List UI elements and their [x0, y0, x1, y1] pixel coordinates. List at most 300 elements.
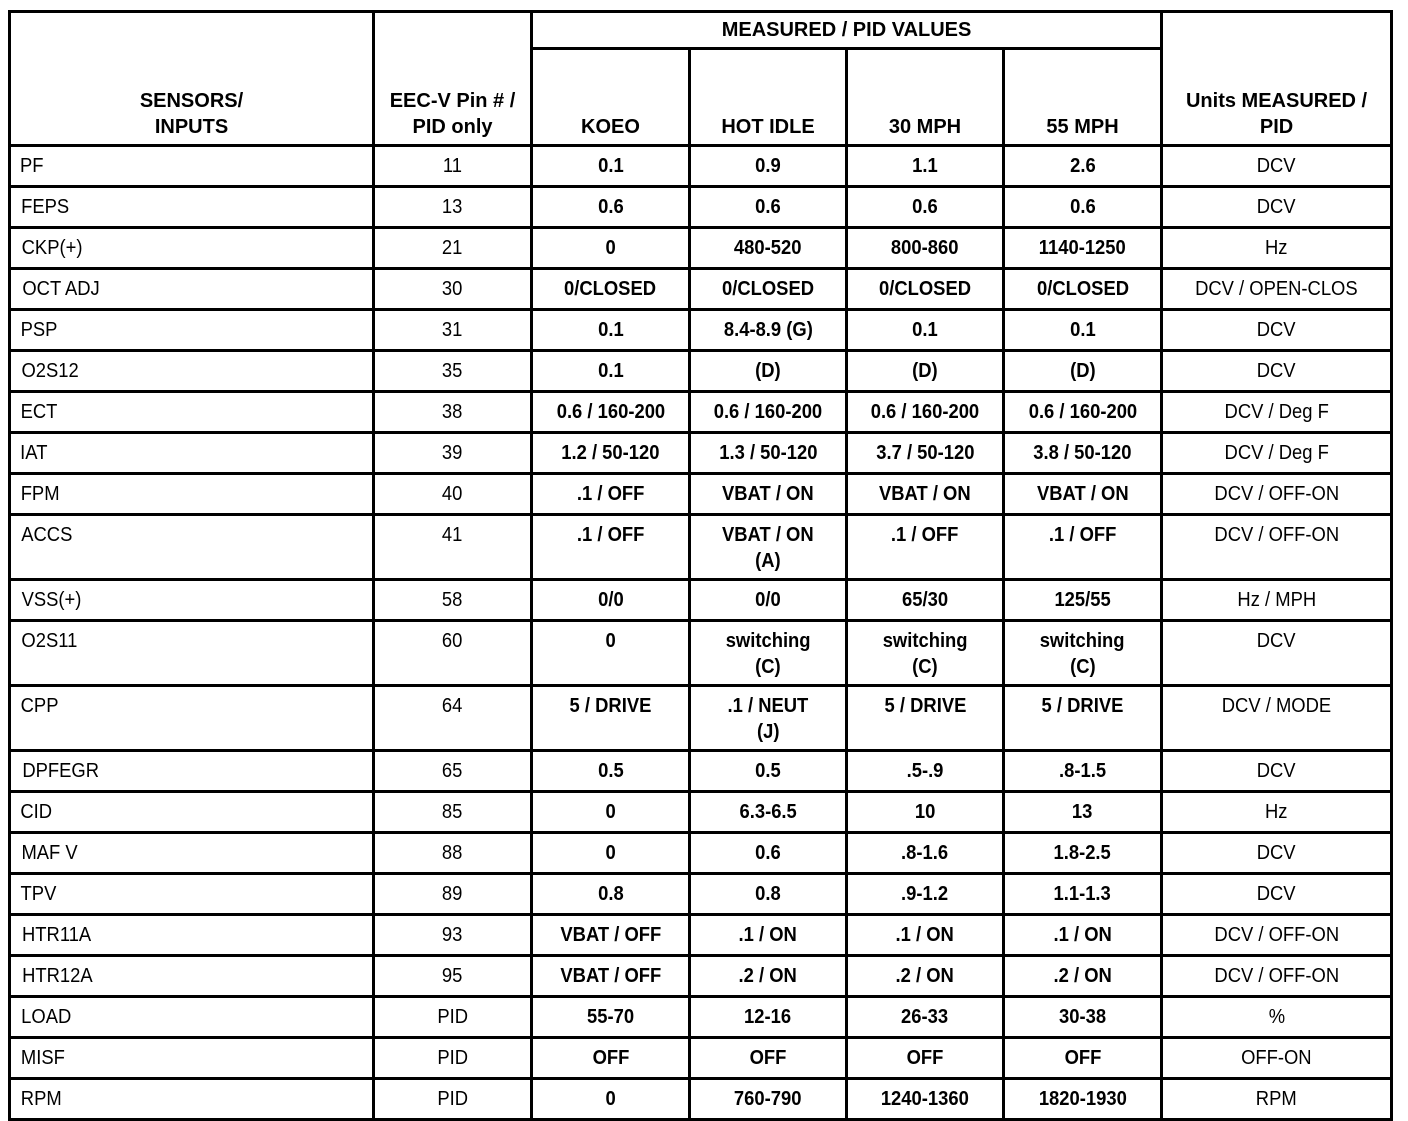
- header-sensors: SENSORS/ INPUTS: [10, 12, 374, 146]
- cell-hot-idle: [690, 956, 847, 997]
- cell-name: [10, 1038, 374, 1079]
- cell-koeo: [532, 915, 690, 956]
- cell-unit-text: OFF-ON: [1241, 1047, 1312, 1069]
- cell-pin: [374, 621, 532, 686]
- cell-55mph-text: .8-1.5: [1058, 760, 1107, 782]
- cell-55mph-text: 0.1: [1069, 319, 1096, 341]
- cell-pin-text: 58: [442, 589, 463, 611]
- cell-unit: [1162, 997, 1392, 1038]
- cell-hot-idle: [690, 686, 847, 751]
- cell-koeo-text: 0: [605, 842, 616, 864]
- cell-pin-text: 65: [442, 760, 463, 782]
- cell-30mph: [847, 1038, 1004, 1079]
- cell-name: [10, 392, 374, 433]
- cell-koeo-text: 0.1: [597, 155, 624, 177]
- cell-koeo-text: 0.6 / 160-200: [556, 401, 665, 423]
- cell-unit: [1162, 751, 1392, 792]
- cell-hot-idle: [690, 474, 847, 515]
- cell-name: [10, 310, 374, 351]
- cell-name-text: CPP: [20, 695, 59, 717]
- cell-koeo-text: 0.6: [597, 196, 624, 218]
- cell-pin-text: 85: [442, 801, 463, 823]
- cell-hot-idle-text: VBAT / ON: [722, 524, 814, 546]
- cell-pin-text: PID: [437, 1006, 468, 1028]
- cell-name: [10, 874, 374, 915]
- cell-unit: [1162, 392, 1392, 433]
- cell-hot-idle: [690, 580, 847, 621]
- cell-unit-text: DCV / OFF-ON: [1214, 965, 1339, 987]
- cell-unit: [1162, 515, 1392, 580]
- cell-koeo: [532, 792, 690, 833]
- cell-hot-idle: [690, 515, 847, 580]
- cell-hot-idle: [690, 310, 847, 351]
- cell-hot-idle: [690, 1038, 847, 1079]
- cell-name-text: HTR12A: [22, 965, 93, 987]
- cell-unit: [1162, 1079, 1392, 1120]
- cell-pin-text: 64: [442, 695, 463, 717]
- table-row: [10, 269, 1392, 310]
- cell-unit-text: DCV: [1257, 319, 1296, 341]
- cell-unit-text: DCV / OFF-ON: [1214, 524, 1339, 546]
- cell-koeo-text: 55-70: [586, 1006, 635, 1028]
- cell-name-text: RPM: [20, 1088, 62, 1110]
- table-row: [10, 1038, 1392, 1079]
- cell-koeo: [532, 310, 690, 351]
- cell-55mph: [1004, 146, 1162, 187]
- cell-55mph: [1004, 1079, 1162, 1120]
- cell-unit-text: DCV: [1257, 196, 1296, 218]
- cell-55mph-note: (C): [1069, 656, 1096, 678]
- cell-55mph-text: 1.1-1.3: [1053, 883, 1112, 905]
- cell-55mph: [1004, 686, 1162, 751]
- cell-pin: [374, 874, 532, 915]
- cell-name: [10, 792, 374, 833]
- cell-55mph-text: 1140-1250: [1039, 237, 1127, 259]
- cell-55mph: [1004, 751, 1162, 792]
- cell-koeo: [532, 269, 690, 310]
- cell-name: [10, 956, 374, 997]
- cell-unit: [1162, 474, 1392, 515]
- cell-pin-text: 40: [442, 483, 463, 505]
- cell-name: [10, 1079, 374, 1120]
- cell-hot-idle: [690, 433, 847, 474]
- cell-name: [10, 146, 374, 187]
- cell-name: [10, 474, 374, 515]
- cell-pin: [374, 187, 532, 228]
- cell-55mph: [1004, 228, 1162, 269]
- cell-hot-idle-text: (D): [755, 360, 781, 382]
- table-row: [10, 751, 1392, 792]
- cell-koeo-text: 0.8: [597, 883, 624, 905]
- cell-name: [10, 580, 374, 621]
- cell-unit: [1162, 686, 1392, 751]
- cell-55mph-text: 5 / DRIVE: [1041, 695, 1124, 717]
- cell-koeo-text: VBAT / OFF: [560, 924, 661, 946]
- cell-hot-idle-text: 6.3-6.5: [739, 801, 797, 823]
- cell-55mph-text: 2.6: [1069, 155, 1096, 177]
- cell-hot-idle: [690, 269, 847, 310]
- cell-unit: [1162, 269, 1392, 310]
- cell-30mph: [847, 915, 1004, 956]
- cell-hot-idle-text: 8.4-8.9 (G): [723, 319, 813, 341]
- cell-30mph: [847, 751, 1004, 792]
- table-row: [10, 915, 1392, 956]
- cell-unit-text: DCV / Deg F: [1224, 442, 1329, 464]
- cell-hot-idle: [690, 351, 847, 392]
- table-row: [10, 392, 1392, 433]
- cell-30mph: [847, 956, 1004, 997]
- cell-name: [10, 915, 374, 956]
- cell-55mph: [1004, 792, 1162, 833]
- cell-koeo: [532, 351, 690, 392]
- cell-hot-idle-text: 0.6: [755, 842, 781, 864]
- cell-30mph: [847, 392, 1004, 433]
- cell-30mph: [847, 997, 1004, 1038]
- table-row: [10, 1079, 1392, 1120]
- cell-unit: [1162, 351, 1392, 392]
- cell-pin-text: PID: [437, 1088, 468, 1110]
- cell-55mph-text: 0.6: [1069, 196, 1096, 218]
- cell-hot-idle: [690, 1079, 847, 1120]
- cell-pin-text: 13: [442, 196, 463, 218]
- cell-30mph: [847, 433, 1004, 474]
- cell-unit-text: DCV: [1257, 760, 1296, 782]
- cell-30mph-text: 1240-1360: [880, 1088, 970, 1110]
- cell-koeo-text: 0: [605, 801, 616, 823]
- cell-hot-idle: [690, 751, 847, 792]
- cell-koeo-text: 0: [605, 630, 616, 652]
- cell-unit-text: DCV / MODE: [1221, 695, 1332, 717]
- cell-55mph-text: (D): [1069, 360, 1096, 382]
- cell-koeo-text: 0/0: [597, 589, 624, 611]
- cell-30mph: [847, 686, 1004, 751]
- cell-unit: [1162, 228, 1392, 269]
- cell-hot-idle: [690, 997, 847, 1038]
- cell-unit-text: DCV / OFF-ON: [1214, 483, 1339, 505]
- cell-30mph-text: (D): [912, 360, 938, 382]
- cell-55mph-text: 13: [1072, 801, 1093, 823]
- table-row: [10, 874, 1392, 915]
- cell-30mph-text: 10: [914, 801, 936, 823]
- cell-name: [10, 228, 374, 269]
- cell-pin: [374, 833, 532, 874]
- cell-pin: [374, 1038, 532, 1079]
- cell-hot-idle-text: 0/CLOSED: [721, 278, 815, 300]
- cell-name-text: LOAD: [21, 1006, 72, 1028]
- cell-hot-idle-text: VBAT / ON: [722, 483, 814, 505]
- cell-koeo: [532, 997, 690, 1038]
- cell-koeo: [532, 751, 690, 792]
- cell-30mph-text: OFF: [906, 1047, 944, 1069]
- cell-koeo-text: .1 / OFF: [576, 483, 645, 505]
- cell-pin-text: 21: [442, 237, 463, 259]
- cell-name: [10, 187, 374, 228]
- cell-55mph: [1004, 580, 1162, 621]
- cell-55mph-text: 3.8 / 50-120: [1033, 442, 1132, 464]
- cell-hot-idle: [690, 792, 847, 833]
- cell-name: [10, 433, 374, 474]
- cell-unit-text: Hz: [1265, 237, 1288, 259]
- cell-hot-idle-text: 1.3 / 50-120: [718, 442, 818, 464]
- cell-pin: [374, 269, 532, 310]
- cell-hot-idle: [690, 228, 847, 269]
- cell-unit-text: DCV: [1257, 842, 1296, 864]
- cell-hot-idle-text: 760-790: [734, 1088, 802, 1110]
- cell-55mph-text: .1 / ON: [1053, 924, 1112, 946]
- cell-unit: [1162, 433, 1392, 474]
- cell-30mph-text: 3.7 / 50-120: [875, 442, 975, 464]
- cell-name-text: VSS(+): [21, 589, 82, 611]
- cell-unit: [1162, 621, 1392, 686]
- sensor-values-table: [8, 10, 1393, 1121]
- cell-30mph: [847, 269, 1004, 310]
- cell-koeo-text: 0: [605, 1088, 616, 1110]
- cell-koeo-text: 0.1: [597, 319, 624, 341]
- cell-unit-text: DCV: [1257, 155, 1296, 177]
- cell-koeo-text: 0.1: [597, 360, 624, 382]
- cell-unit: [1162, 310, 1392, 351]
- table-row: [10, 474, 1392, 515]
- cell-name-text: CKP(+): [21, 237, 83, 259]
- cell-30mph-text: 65/30: [901, 589, 949, 611]
- cell-name: [10, 269, 374, 310]
- cell-pin: [374, 792, 532, 833]
- table-row: [10, 956, 1392, 997]
- cell-name: [10, 621, 374, 686]
- cell-30mph: [847, 146, 1004, 187]
- table-row: [10, 351, 1392, 392]
- cell-30mph-text: .5-.9: [906, 760, 944, 782]
- cell-name-text: PF: [20, 155, 44, 177]
- cell-30mph: [847, 1079, 1004, 1120]
- cell-pin-text: 41: [442, 524, 463, 546]
- cell-name-text: OCT ADJ: [22, 278, 100, 300]
- cell-unit: [1162, 833, 1392, 874]
- cell-pin: [374, 915, 532, 956]
- cell-name-text: ACCS: [21, 524, 73, 546]
- cell-hot-idle: [690, 621, 847, 686]
- table-row: [10, 433, 1392, 474]
- cell-30mph: [847, 187, 1004, 228]
- table-row: [10, 833, 1392, 874]
- cell-55mph: [1004, 1038, 1162, 1079]
- cell-30mph-text: 0.6: [912, 196, 938, 218]
- cell-unit-text: Hz / MPH: [1237, 589, 1316, 611]
- cell-hot-idle-text: .1 / ON: [738, 924, 798, 946]
- cell-name-text: TPV: [20, 883, 57, 905]
- cell-55mph-text: switching: [1040, 630, 1125, 652]
- cell-hot-idle-text: 0.6 / 160-200: [713, 401, 823, 423]
- cell-pin-text: 93: [442, 924, 463, 946]
- cell-koeo: [532, 474, 690, 515]
- cell-pin-text: 88: [442, 842, 463, 864]
- cell-55mph-text: 30-38: [1058, 1006, 1107, 1028]
- cell-hot-idle-text: 0.8: [755, 883, 781, 905]
- cell-30mph-text: .8-1.6: [901, 842, 949, 864]
- cell-hot-idle-text: 0.5: [755, 760, 781, 782]
- table-row: [10, 580, 1392, 621]
- cell-30mph: [847, 228, 1004, 269]
- cell-hot-idle-text: 0.9: [755, 155, 781, 177]
- cell-hot-idle: [690, 833, 847, 874]
- cell-unit-text: DCV: [1257, 883, 1296, 905]
- cell-30mph-text: 0.6 / 160-200: [870, 401, 980, 423]
- cell-hot-idle: [690, 874, 847, 915]
- cell-pin-text: 95: [442, 965, 463, 987]
- cell-koeo-text: 5 / DRIVE: [569, 695, 652, 717]
- cell-55mph-text: 0.6 / 160-200: [1028, 401, 1137, 423]
- cell-55mph: [1004, 392, 1162, 433]
- cell-30mph-text: .9-1.2: [901, 883, 949, 905]
- cell-30mph-text: switching: [882, 630, 968, 652]
- cell-name-text: HTR11A: [22, 924, 92, 946]
- cell-pin-text: 60: [442, 630, 463, 652]
- cell-pin: [374, 580, 532, 621]
- cell-55mph: [1004, 269, 1162, 310]
- cell-koeo-text: 0.5: [597, 760, 624, 782]
- cell-name: [10, 351, 374, 392]
- cell-55mph: [1004, 474, 1162, 515]
- cell-unit: [1162, 1038, 1392, 1079]
- cell-30mph-text: .1 / ON: [895, 924, 955, 946]
- cell-pin: [374, 433, 532, 474]
- cell-30mph-text: 1.1: [912, 155, 938, 177]
- cell-pin-text: 89: [442, 883, 463, 905]
- cell-name: [10, 997, 374, 1038]
- cell-name: [10, 686, 374, 751]
- cell-unit: [1162, 580, 1392, 621]
- cell-30mph: [847, 792, 1004, 833]
- cell-hot-idle-note: (C): [755, 656, 781, 678]
- cell-name: [10, 515, 374, 580]
- cell-koeo: [532, 1038, 690, 1079]
- cell-unit: [1162, 915, 1392, 956]
- cell-unit-text: DCV / Deg F: [1224, 401, 1329, 423]
- cell-unit: [1162, 146, 1392, 187]
- cell-hot-idle-text: 0.6: [755, 196, 781, 218]
- cell-koeo: [532, 187, 690, 228]
- cell-55mph: [1004, 351, 1162, 392]
- header-pin: EEC-V Pin # / PID only: [374, 12, 532, 146]
- cell-pin: [374, 351, 532, 392]
- table-row: [10, 792, 1392, 833]
- cell-pin: [374, 751, 532, 792]
- header-hot-idle: HOT IDLE: [690, 49, 847, 146]
- table-row: [10, 997, 1392, 1038]
- cell-hot-idle: [690, 187, 847, 228]
- cell-unit-text: Hz: [1265, 801, 1288, 823]
- cell-pin-text: PID: [437, 1047, 468, 1069]
- header-units: Units MEASURED / PID: [1162, 12, 1392, 146]
- cell-55mph: [1004, 187, 1162, 228]
- cell-name: [10, 751, 374, 792]
- header-koeo: KOEO: [532, 49, 690, 146]
- cell-30mph: [847, 621, 1004, 686]
- header-30mph: 30 MPH: [847, 49, 1004, 146]
- cell-koeo: [532, 1079, 690, 1120]
- cell-koeo: [532, 515, 690, 580]
- table-row: [10, 146, 1392, 187]
- cell-hot-idle-text: .1 / NEUT: [727, 695, 809, 717]
- table-row: [10, 621, 1392, 686]
- cell-55mph-text: VBAT / ON: [1036, 483, 1129, 505]
- cell-55mph: [1004, 833, 1162, 874]
- cell-hot-idle-text: 0/0: [755, 589, 781, 611]
- cell-koeo: [532, 874, 690, 915]
- cell-30mph: [847, 580, 1004, 621]
- cell-unit: [1162, 956, 1392, 997]
- cell-55mph: [1004, 956, 1162, 997]
- cell-pin: [374, 515, 532, 580]
- cell-hot-idle-text: .2 / ON: [738, 965, 798, 987]
- header-measured-group: MEASURED / PID VALUES: [532, 12, 1162, 49]
- cell-55mph-text: OFF: [1064, 1047, 1101, 1069]
- cell-pin-text: 31: [442, 319, 463, 341]
- cell-name-text: O2S11: [21, 630, 78, 652]
- cell-55mph: [1004, 874, 1162, 915]
- table-row: [10, 686, 1392, 751]
- cell-30mph-text: 800-860: [891, 237, 959, 259]
- cell-unit-text: DCV: [1257, 360, 1296, 382]
- cell-30mph: [847, 515, 1004, 580]
- cell-hot-idle: [690, 915, 847, 956]
- cell-name-text: O2S12: [21, 360, 79, 382]
- table-row: [10, 187, 1392, 228]
- cell-30mph: [847, 351, 1004, 392]
- cell-pin: [374, 474, 532, 515]
- cell-pin: [374, 1079, 532, 1120]
- cell-pin: [374, 392, 532, 433]
- cell-pin-text: 35: [442, 360, 463, 382]
- cell-pin: [374, 228, 532, 269]
- cell-pin: [374, 997, 532, 1038]
- cell-30mph-text: .1 / OFF: [891, 524, 959, 546]
- cell-unit: [1162, 792, 1392, 833]
- cell-hot-idle: [690, 392, 847, 433]
- cell-55mph-text: 1820-1930: [1038, 1088, 1127, 1110]
- cell-55mph-text: 125/55: [1054, 589, 1111, 611]
- cell-30mph-text: 0.1: [912, 319, 938, 341]
- cell-unit-text: DCV / OPEN-CLOS: [1195, 278, 1358, 300]
- cell-koeo: [532, 433, 690, 474]
- cell-pin-text: 11: [442, 155, 463, 177]
- cell-hot-idle-text: 12-16: [744, 1006, 792, 1028]
- cell-koeo: [532, 621, 690, 686]
- cell-koeo-text: VBAT / OFF: [560, 965, 661, 987]
- cell-name-text: FPM: [20, 483, 60, 505]
- cell-koeo: [532, 833, 690, 874]
- cell-30mph: [847, 310, 1004, 351]
- cell-pin: [374, 686, 532, 751]
- cell-hot-idle-note: (J): [756, 721, 780, 743]
- cell-koeo: [532, 146, 690, 187]
- table-row: [10, 515, 1392, 580]
- cell-30mph-text: VBAT / ON: [879, 483, 971, 505]
- cell-55mph: [1004, 310, 1162, 351]
- cell-55mph: [1004, 997, 1162, 1038]
- cell-hot-idle: [690, 146, 847, 187]
- cell-unit-text: RPM: [1256, 1088, 1297, 1110]
- cell-30mph-text: .2 / ON: [895, 965, 955, 987]
- cell-unit: [1162, 187, 1392, 228]
- cell-55mph: [1004, 515, 1162, 580]
- cell-55mph-text: .1 / OFF: [1048, 524, 1117, 546]
- cell-unit-text: DCV / OFF-ON: [1214, 924, 1339, 946]
- cell-pin: [374, 956, 532, 997]
- cell-hot-idle-text: 480-520: [734, 237, 802, 259]
- cell-55mph-text: .2 / ON: [1053, 965, 1112, 987]
- cell-name-text: CID: [20, 801, 53, 823]
